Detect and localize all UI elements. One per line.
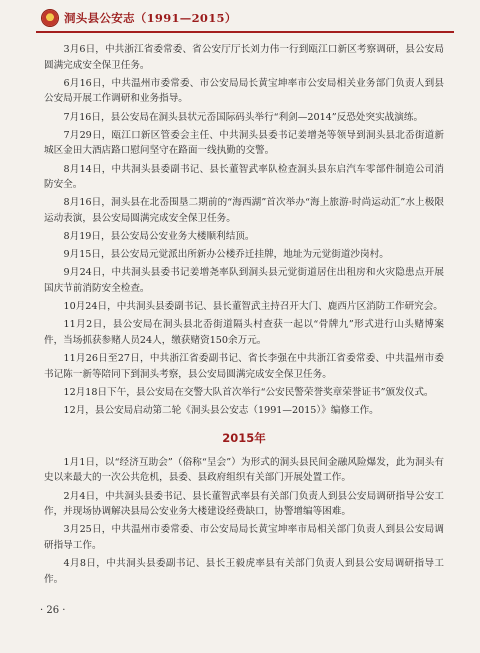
- entry-2014-oct-24: 10月24日，中共洞头县委副书记、县长董智武主持召开大门、鹿西片区消防工作研究会。: [63, 301, 443, 313]
- entry-2014-sep-15: 9月15日，县公安局元觉派出所新办公楼乔迁挂牌，地址为元觉街道沙岗村。: [63, 249, 389, 261]
- page-number: · 26 ·: [40, 605, 66, 616]
- entry-2014-dec: 12月，县公安局启动第二轮《洞头县公安志（1991—2015）》编修工作。: [63, 405, 379, 417]
- running-header: [0, 8, 480, 30]
- entry-2014-nov-26: 11月26日至27日，中共浙江省委副书记、省长李强在中共浙江省委常委、中共温州市委书记陈一新等陪同下到洞头考察，县公安局圆满完成安全保卫任务。: [44, 353, 444, 380]
- entry-2015-mar-25: 3月25日，中共温州市委常委、市公安局局长黄宝坤率市局相关部门负责人到县公安局调研指导工作。: [44, 524, 444, 551]
- page-body: [44, 42, 444, 590]
- entry-2014-mar-06: 3月6日，中共浙江省委常委、省公安厅厅长刘力伟一行到瓯江口新区考察调研，县公安局圆满完成安全保卫任务。: [44, 44, 444, 71]
- entry-2015-feb-04: 2月4日，中共洞头县委书记、县长董智武率县有关部门负责人到县公安局调研指导公安工作，并现场协调解决县局公安业务大楼建设经费缺口，协警增编等困难。: [44, 490, 444, 518]
- entry-2015-apr-08: 4月8日，中共洞头县委副书记、县长王毅虎率县有关部门负责人到县公安局调研指导工作。: [44, 558, 444, 585]
- entry-2014-jun-16: 6月16日，中共温州市委常委、市公安局局长黄宝坤率市公安局相关业务部门负责人到县公安局开展工作调研和业务指导。: [44, 77, 444, 105]
- entry-2014-aug-16: 8月16日，洞头县在北岙围垦二期前的“海西湖”首次举办“海上旅游·时尚运动汇”水上极限运动表演，县公安局圆满完成安全保卫任务。: [44, 197, 444, 224]
- entry-2014-dec-18: 12月18日下午，县公安局在交警大队首次举行“公安民警荣誉奖章荣誉证书”颁发仪式。: [63, 387, 434, 398]
- year-heading-2015: 2015年: [222, 430, 266, 445]
- entry-2015-jan-01: 1月1日，以“经济互助会”（俗称“呈会”）为形式的洞头县民间金融风险爆发，此为洞头有史以来最大的一次公共危机，县委、县政府组织有关部门开展处置工作。: [44, 456, 444, 484]
- entry-2014-jul-16: 7月16日，县公安局在洞头县状元岙国际码头举行“利剑—2014”反恐处突实战演练。: [63, 111, 424, 123]
- entry-2014-aug-19: 8月19日，县公安局公安业务大楼顺利结顶。: [63, 231, 255, 243]
- entry-2014-jul-29: 7月29日，瓯江口新区管委会主任、中共洞头县委书记姜增尧等领导到洞头县北岙街道新城区金田大酒店路口慰问坚守在路面一线执勤的交警。: [44, 129, 444, 157]
- book-title: 洞头县公安志（1991—2015）: [64, 11, 237, 25]
- entry-2014-aug-14: 8月14日，中共洞头县委副书记、县长董智武率队检查洞头县东启汽车零部件制造公司消防安全。: [44, 163, 444, 191]
- entry-2014-sep-24: 9月24日，中共洞头县委书记姜增尧率队到洞头县元觉街道居住出租房和火灾隐患点开展国庆节前消防安全检查。: [44, 267, 444, 295]
- header-rule: [36, 31, 454, 33]
- entry-2014-nov-02: 11月2日，县公安局在洞头县北岙街道隔头村查获一起以“骨牌九”形式进行山头赌博案件，当场抓获参赌人员24人，缴获赌资150余万元。: [44, 319, 444, 347]
- police-emblem-icon: [42, 10, 58, 26]
